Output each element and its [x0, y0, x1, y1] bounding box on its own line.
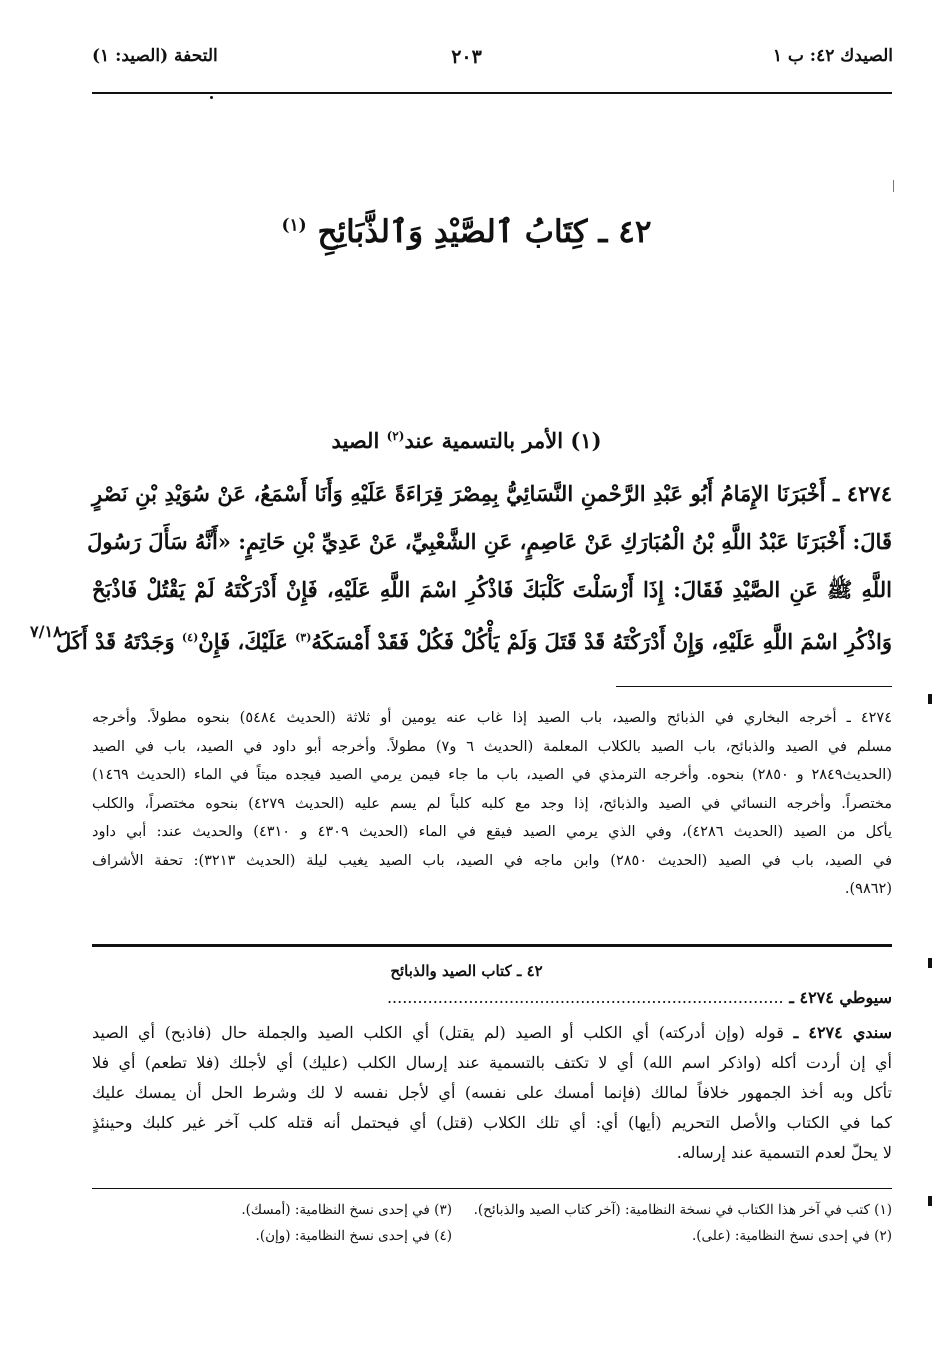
takhrij-line: مسلم في الصيد والذبائح، باب الصيد بالكلاب المعلمة (الحديث ٦ و٧) مطولاً. وأخرجه أبو داود في الصيد، باب في الصيد — [92, 738, 892, 755]
sindi-line — [92, 1018, 892, 1048]
sindi-commentary — [92, 1018, 892, 1168]
hadith-line-part: وَاذْكُرِ اسْمَ اللَّهِ عَلَيْهِ، وَإِنْ أَدْرَكْتَهُ قَدْ قَتَلَ وَلَمْ يَأْكُلْ فَكُلْ فَقَدْ أَمْسَكَهُ — [311, 629, 892, 654]
book-title-footnote-marker: (١) — [281, 215, 307, 236]
hadith-line-last — [55, 614, 892, 662]
header-dot — [210, 96, 213, 99]
footnote-3: (٣) في إحدى نسخ النظامية: (أمسك). — [241, 1202, 452, 1218]
takhrij-divider — [616, 686, 892, 687]
page-edge-mark — [928, 694, 932, 704]
takhrij-line: ٤٢٧٤ ـ أخرجه البخاري في الذبائح والصيد، باب الصيد إذا غاب عنه يومين أو ثلاثة (الحديث ٥٤٨٤) بنحوه مطولاً. وأخرجه — [92, 710, 892, 726]
footnote-2: (٢) في إحدى نسخ النظامية: (على). — [691, 1228, 892, 1244]
suyuti-label: سيوطي ٤٢٧٤ ـ — [789, 988, 892, 1007]
page-edge-mark — [928, 958, 932, 968]
chapter-footnote-marker: (٢) — [386, 429, 405, 443]
chapter-heading — [0, 428, 933, 453]
header-tuhfa-ref: التحفة (الصيد: ١) — [92, 46, 218, 66]
margin-reference: ٧/١٨٠ — [30, 622, 71, 641]
suyuti-dots: .............................................................................. — [386, 988, 784, 1007]
suyuti-entry — [387, 988, 892, 1007]
takhrij-line: في الصيد، باب في الصيد (الحديث ٢٨٥٠) وابن ماجه في الصيد، باب الصيد يغيب ليلة (الحديث ٣٢١٣): تحفة الأشراف — [92, 852, 892, 869]
footnote-1: (١) كتب في آخر هذا الكتاب في نسخة النظامية: (آخر كتاب الصيد والذبائح). — [473, 1202, 892, 1218]
hadith-line-part: عَلَيْكَ، فَإِنْ — [198, 629, 296, 654]
takhrij-notes — [92, 704, 892, 904]
hadith-line: ٤٢٧٤ ـ أَخْبَرَنَا الإِمَامُ أَبُو عَبْدِ الرَّحْمنِ النَّسَائِيُّ بِمِصْرَ قِرَاءَةً عَلَيْهِ وَأَنَا أَسْمَعُ، عَنْ سُوَيْدِ بْنِ نَصْرٍ — [92, 481, 892, 506]
header-chapter-ref: الصيدك ٤٢: ب ١ — [772, 46, 893, 66]
header-divider — [92, 92, 892, 94]
takhrij-line: مختصراً. وأخرجه النسائي في الصيد والذبائح، إذا وجد مع كلبه كلباً لم يسم عليه (الحديث ٤٢٧٩) بنحوه مختصراً، والكلب — [92, 795, 893, 812]
hadith-line: قَالَ: أَخْبَرَنَا عَبْدُ اللَّهِ بْنُ الْمُبَارَكِ عَنْ عَاصِمٍ، عَنِ الشَّعْبِيِّ، عَنْ عَدِيِّ بْنِ حَاتِمٍ: «أَنَّهُ سَأَلَ رَسُولَ — [87, 529, 892, 554]
hadith-text — [55, 470, 892, 662]
takhrij-line: (٩٨٦٢). — [844, 881, 892, 897]
hadith-line: اللَّهِ ﷺ عَنِ الصَّيْدِ فَقَالَ: إِذَا أَرْسَلْتَ كَلْبَكَ فَاذْكُرِ اسْمَ اللَّهِ عَلَيْهِ، فَإِنْ أَدْرَكْتَهُ لَمْ يَقْتُلْ فَاذْبَحْ — [92, 577, 892, 602]
sindi-line: لا يحلّ لعدم التسمية عند إرساله. — [676, 1143, 892, 1162]
sindi-label: سندي ٤٢٧٤ ـ — [793, 1023, 892, 1042]
chapter-heading-prefix: (١) الأمر بالتسمية عند — [404, 428, 602, 453]
sindi-line: تأكل وبه أخذ الجمهور خلافاً لمالك (فإنما أمسك على نفسه) أي لأجل نفسه لا لك وشرط الحل أن يمسك عليك — [92, 1083, 892, 1102]
sindi-line: أي إن أردت أكله (واذكر اسم الله) أي لا تكتف بالتسمية عند إرسال الكلب (عليك) أي لأجلك (فلا تطعم) أي فلا — [92, 1053, 892, 1072]
footnote-4: (٤) في إحدى نسخ النظامية: (وإن). — [255, 1228, 452, 1244]
takhrij-line: (الحديث٢٨٤٩ و ٢٨٥٠) بنحوه. وأخرجه الترمذي في الصيد، باب ما جاء فيمن يرمي الصيد فيجده ميتاً في الماء (الحديث ١٤٦٩) — [92, 767, 892, 783]
commentary-title: ٤٢ ـ كتاب الصيد والذبائح — [390, 962, 543, 980]
page-number: ٢٠٣ — [451, 46, 482, 68]
book-title — [0, 214, 933, 250]
sindi-first-text: قوله (وإن أدركته) أي الكلب أو الصيد (لم يقتل) أي الكلب الصيد والجملة حال (فاذبح) أي الصيد — [92, 1023, 784, 1042]
sindi-line: كما في الكتاب والأصل التحريم (أيها) أي: أي تلك الكلاب (قتل) أي فيحتمل أنه قتله كلب آخر غير كلبك وحينئذٍ — [92, 1113, 893, 1132]
chapter-heading-suffix: الصيد — [331, 428, 387, 453]
footnote-marker-4: (٤) — [181, 631, 199, 644]
footnotes-divider — [92, 1188, 892, 1189]
commentary-divider — [92, 944, 892, 947]
book-title-text: ٤٢ ـ كِتَابُ ٱلصَّيْدِ وَٱلذَّبَائِحِ — [317, 214, 652, 250]
page-edge-mark — [928, 1196, 932, 1206]
hadith-line-part: وَجَدْتَهُ قَدْ أَكَلَ — [55, 629, 182, 654]
takhrij-line: يأكل من الصيد (الحديث ٤٢٨٦)، وفي الذي يرمي الصيد فيقع في الماء (الحديث ٤٣٠٩ و ٤٣١٠) والحديث عند: أبي داود — [92, 824, 892, 840]
footnote-marker-3: (٣) — [295, 631, 312, 644]
margin-tick — [893, 180, 894, 192]
